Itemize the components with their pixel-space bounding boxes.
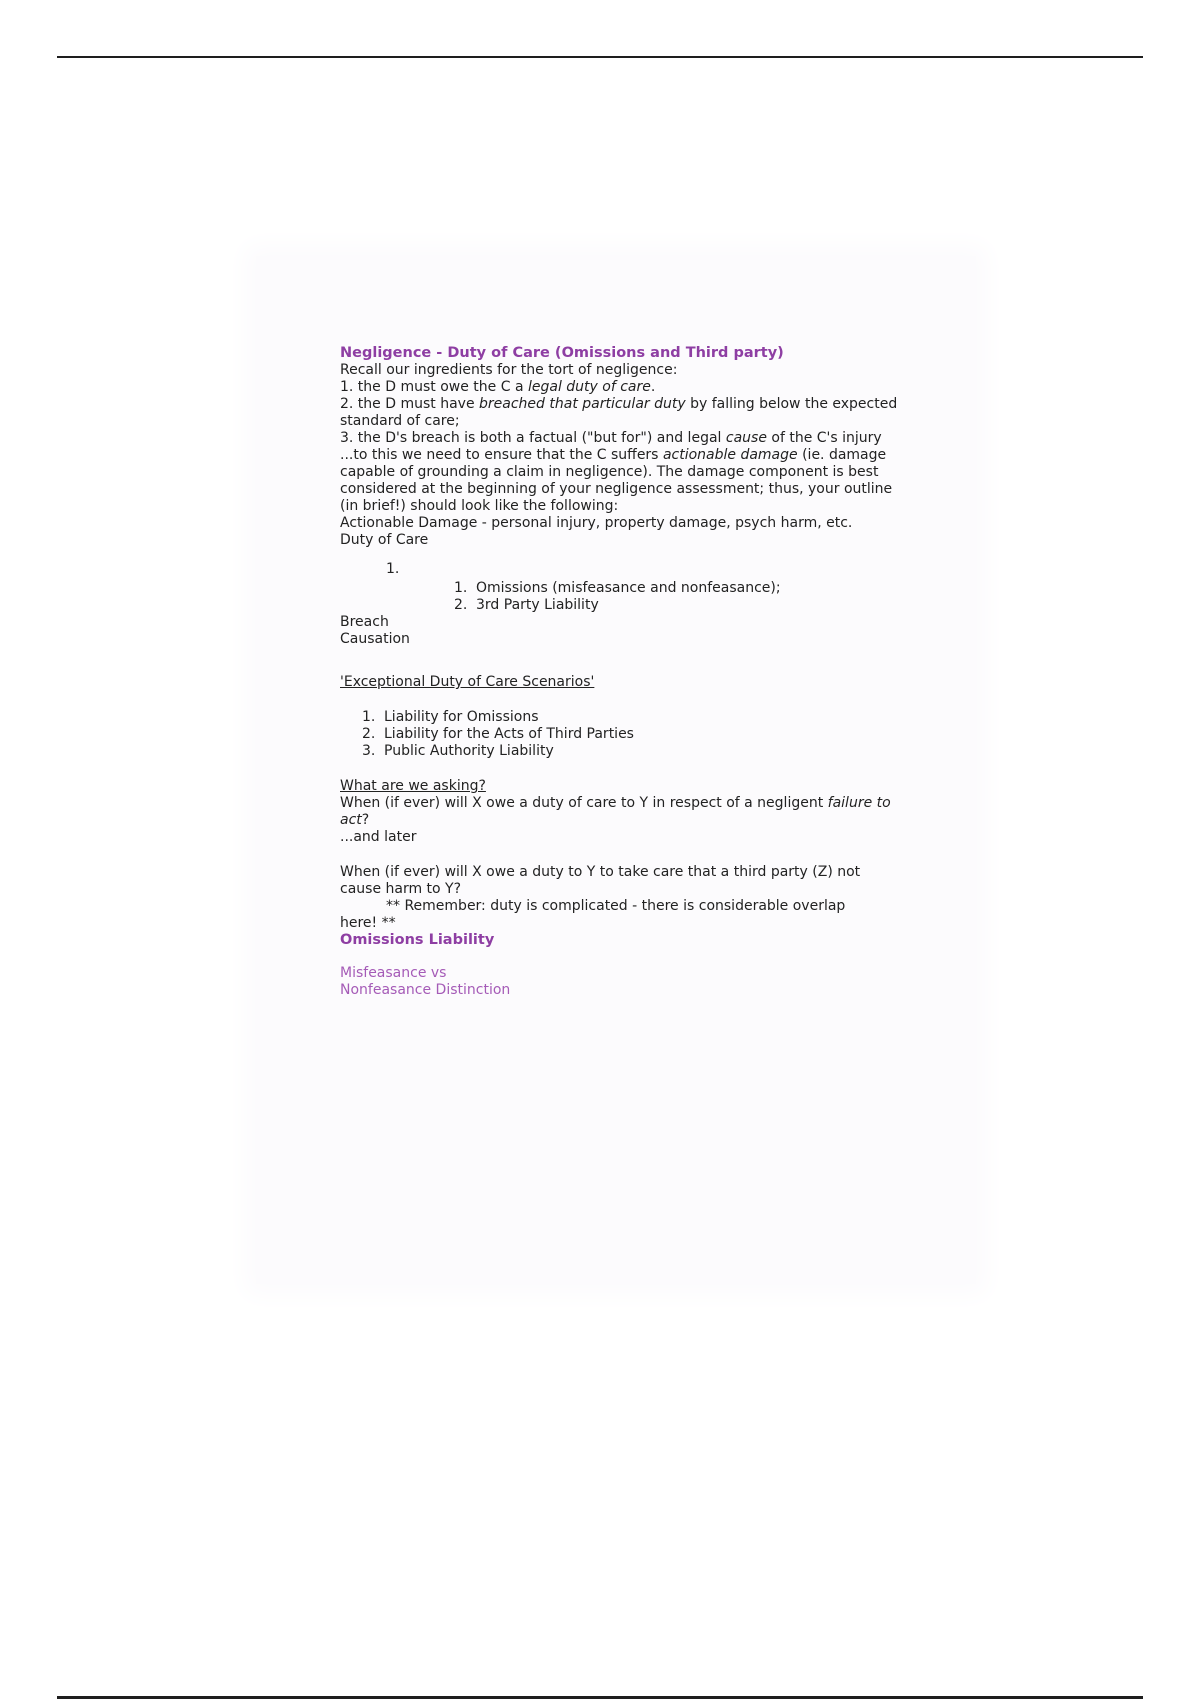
scenarios-heading: 'Exceptional Duty of Care Scenarios' <box>340 674 595 690</box>
bottom-rule <box>57 1696 1143 1699</box>
asking-heading: What are we asking? <box>340 778 486 794</box>
omissions-heading: Omissions Liability <box>340 932 495 948</box>
scenarios-list <box>362 709 900 760</box>
document-content <box>340 344 900 999</box>
outline-duty-of-care: Duty of Care <box>340 532 429 548</box>
question-third-party: When (if ever) will X owe a duty to Y to take care that a third party (Z) not cause harm to Y? <box>340 864 861 897</box>
document-title: Negligence - Duty of Care (Omissions and Third party) <box>340 345 784 361</box>
outline-actionable-damage: Actionable Damage - personal injury, property damage, psych harm, etc. <box>340 515 853 531</box>
ingredient-num: 2. <box>340 396 354 412</box>
ingredient-num: 3. <box>340 430 354 446</box>
asking-block <box>340 778 900 846</box>
intro-text: Recall our ingredients for the tort of negligence: <box>340 362 678 378</box>
ingredient-2: 2. the D must have breached that particular duty by falling below the expected standard of care; <box>340 396 898 429</box>
outline-duty-list <box>386 561 900 614</box>
remember-note: ** Remember: duty is complicated - there is considerable overlap <box>386 898 846 914</box>
list-item: 2. Liability for the Acts of Third Parties <box>362 726 634 742</box>
outline-causation: Causation <box>340 631 410 647</box>
question-omissions: When (if ever) will X owe a duty of care to Y in respect of a negligent failure to act? <box>340 795 891 828</box>
list-item: 1. Liability for Omissions <box>362 709 539 725</box>
misfeasance-subheading: Misfeasance vs Nonfeasance Distinction <box>340 965 511 998</box>
list-item: 3. Public Authority Liability <box>362 743 554 759</box>
duty-sub-list <box>454 580 900 614</box>
outer-list-marker: 1. <box>386 561 400 577</box>
and-later-text: ...and later <box>340 829 417 845</box>
list-item: 2. 3rd Party Liability <box>454 597 599 613</box>
list-item: 1. Omissions (misfeasance and nonfeasance); <box>454 580 781 596</box>
third-party-block <box>340 864 900 932</box>
ingredient-num: 1. <box>340 379 354 395</box>
top-rule <box>57 56 1143 58</box>
ingredient-3: 3. the D's breach is both a factual ("but for") and legal cause of the C's injury <box>340 430 882 446</box>
remember-note-end: here! ** <box>340 915 396 931</box>
actionable-damage-paragraph: ...to this we need to ensure that the C suffers actionable damage (ie. damage capable of grounding a claim in negligence). The damage component is best considered at the beginning of your negligence assessment; thus, your outline (in brief!) should look like the following: <box>340 447 893 514</box>
outline-breach: Breach <box>340 614 389 630</box>
ingredient-1: 1. the D must owe the C a legal duty of care. <box>340 379 656 395</box>
